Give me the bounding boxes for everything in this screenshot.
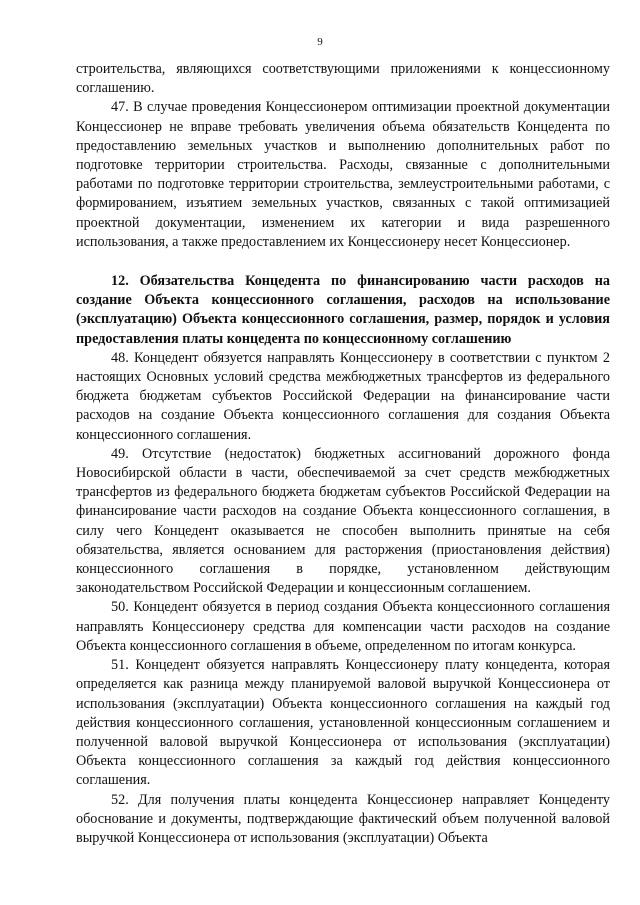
paragraph-continuation: строительства, являющихся соответствующими приложениями к концессионному соглашению. <box>76 61 610 97</box>
document-body <box>76 60 610 848</box>
paragraph-48: 48. Концедент обязуется направлять Концессионеру в соответствии с пунктом 2 настоящих Основных условий средства межбюджетных трансфертов из федерального бюджета бюджетам субъектов Российской Федерации на финансирование части расходов на создание Объекта концессионного соглашения для создания Объекта концессионного соглашения. <box>76 349 610 443</box>
paragraph-47: 47. В случае проведения Концессионером оптимизации проектной документации Концессионер не вправе требовать увеличения объема обязательств Концедента по предоставлению земельных участков и выполнению дополнительных работ по подготовке территории строительства. Расходы, связанные с дополнительными работами по подготовке территории строительства, землеустроительными работами, с формированием, изъятием земельных участков, связанных с такой оптимизацией проектной документации, изменением их категории и вида разрешенного использования, а также предоставлением их Концессионеру несет Концессионер. <box>76 99 610 250</box>
paragraph-49: 49. Отсутствие (недостаток) бюджетных ассигнований дорожного фонда Новосибирской области в части, обеспечиваемой за счет средств межбюджетных трансфертов из федерального бюджета бюджетам субъектов Российской Федерации на финансирование части расходов на создание Объекта концессионного соглашения, в силу чего Концедент оказывается не способен выполнить принятые на себя обязательства, является основанием для расторжения (приостановления действия) концессионного соглашения в порядке, установленном действующим законодательством Российской Федерации и концессионным соглашением. <box>76 445 610 597</box>
page-number: 9 <box>317 36 323 48</box>
paragraph-52: 52. Для получения платы концедента Концессионер направляет Концеденту обоснование и документы, подтверждающие фактический объем полученной валовой выручкой Концессионера от использования (эксплуатации) Объекта <box>76 791 610 846</box>
paragraph-50: 50. Концедент обязуется в период создания Объекта концессионного соглашения направлять Концессионеру средства для компенсации части расходов на создание Объекта концессионного соглашения в объеме, определенном по итогам конкурса. <box>76 599 610 654</box>
paragraph-51: 51. Концедент обязуется направлять Концессионеру плату концедента, которая определяется как разница между планируемой валовой выручкой Концессионера от использования (эксплуатации) Объекта концессионного соглашения на каждый год действия концессионного соглашения, установленной концессионным соглашением и полученной валовой выручкой Концессионера от использования (эксплуатации) Объекта концессионного соглашения за каждый год действия концессионного соглашения. <box>76 657 610 789</box>
section-heading-12: 12. Обязательства Концедента по финансированию части расходов на создание Объекта концессионного соглашения, расходов на использование (эксплуатацию) Объекта концессионного соглашения, размер, порядок и условия предоставления платы концедента по концессионному соглашению <box>76 273 610 347</box>
